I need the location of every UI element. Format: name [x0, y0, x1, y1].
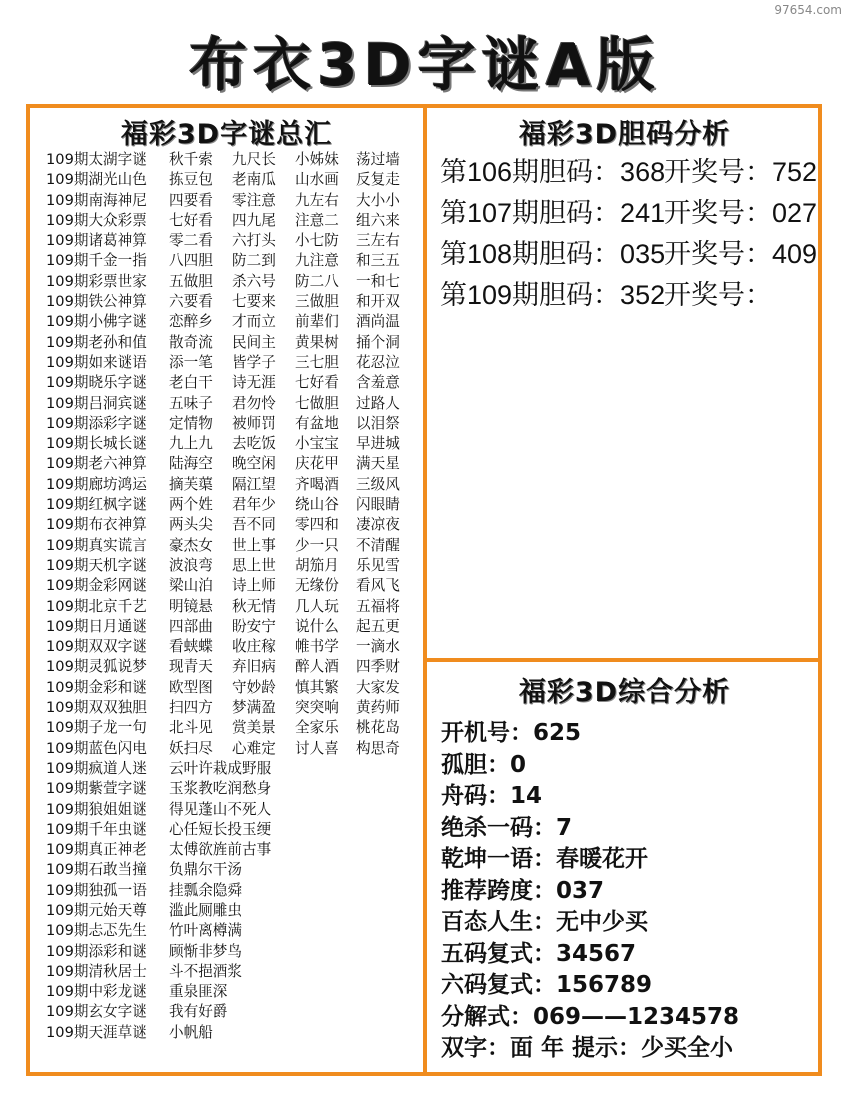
riddle-clue: 山水画: [295, 171, 339, 189]
riddle-clue: 构思奇: [356, 739, 400, 757]
riddle-source: 109期彩票世家: [46, 272, 147, 290]
dan-code: 第109期胆码：352: [440, 280, 666, 310]
riddle-row: [46, 597, 418, 617]
riddle-source: 109期玄女字谜: [46, 1003, 147, 1021]
riddle-source: 109期金彩和谜: [46, 678, 147, 696]
riddle-clue: 玉浆教吃润愁身: [169, 780, 272, 798]
riddle-clue: 凄凉夜: [356, 516, 400, 534]
riddle-source: 109期疯道人迷: [46, 759, 147, 777]
riddle-clue: 妖扫尽: [169, 739, 213, 757]
riddle-row: [46, 414, 418, 434]
riddle-source: 109期狼姐姐谜: [46, 800, 147, 818]
riddle-clue: 豪杰女: [169, 536, 213, 554]
riddle-row: [46, 170, 418, 190]
riddle-clue: 心任短长投玉绠: [169, 820, 272, 838]
riddle-source: 109期湖光山色: [46, 171, 147, 189]
riddle-clue: 反复走: [356, 171, 400, 189]
riddle-clue: 起五更: [356, 617, 400, 635]
riddle-clue: 君年少: [232, 496, 276, 514]
dan-row: [440, 275, 818, 316]
analysis-line: 推荐跨度：037: [441, 877, 605, 904]
riddle-source: 109期大众彩票: [46, 211, 147, 229]
riddle-clue: 老白干: [169, 374, 213, 392]
riddle-source: 109期添彩字谜: [46, 414, 147, 432]
riddle-clue: 六要看: [169, 293, 213, 311]
riddle-row: [46, 191, 418, 211]
riddle-source: 109期天机字谜: [46, 556, 147, 574]
riddle-clue: 和三五: [356, 252, 400, 270]
dan-row: [440, 193, 818, 234]
riddle-source: 109期吕洞宾谜: [46, 394, 147, 412]
riddle-clue: 醉人酒: [295, 658, 339, 676]
riddle-clue: 组六来: [356, 211, 400, 229]
riddle-source: 109期清秋居士: [46, 962, 147, 980]
riddle-clue: 小姊妹: [295, 151, 339, 168]
riddle-row: [46, 515, 418, 535]
riddle-clue: 四要看: [169, 191, 213, 209]
riddle-clue: 赏美景: [232, 719, 276, 737]
riddle-clue: 九尺长: [232, 151, 276, 168]
riddle-row: [46, 1023, 418, 1043]
riddle-source: 109期金彩网谜: [46, 577, 147, 595]
riddle-row: [46, 637, 418, 657]
riddle-summary-title: 福彩3D字谜总汇: [120, 119, 333, 150]
riddle-row: [46, 840, 418, 860]
riddle-clue: 扫四方: [169, 699, 213, 717]
riddle-clue: 重泉匪深: [169, 983, 228, 1001]
riddle-row: [46, 292, 418, 312]
open-number: 409: [772, 239, 818, 269]
riddle-source: 109期石敢当撞: [46, 861, 147, 879]
riddle-row: [46, 739, 418, 759]
riddle-clue: 负鼎尔干汤: [169, 861, 242, 879]
riddle-row: [46, 901, 418, 921]
riddle-row: [46, 556, 418, 576]
riddle-source: 109期双双独胆: [46, 699, 147, 717]
dan-code: 第106期胆码：368: [440, 157, 666, 187]
riddle-clue: 滥此厕雕虫: [169, 901, 242, 919]
analysis-line: 绝杀一码：7: [441, 814, 573, 841]
riddle-clue: 心难定: [232, 739, 276, 757]
riddle-row: [46, 617, 418, 637]
riddle-clue: 九左右: [295, 191, 339, 209]
riddle-clue: 九注意: [295, 252, 339, 270]
riddle-source: 109期蓝色闪电: [46, 739, 147, 757]
analysis-line: 舟码：14: [441, 783, 543, 809]
riddle-source: 109期子龙一句: [46, 719, 147, 737]
riddle-clue: 六打头: [232, 232, 276, 250]
riddle-clue: 三左右: [356, 232, 400, 250]
riddle-row: [46, 333, 418, 353]
riddle-clue: 恋醉乡: [169, 313, 213, 331]
riddle-clue: 看蛱蝶: [169, 638, 213, 656]
riddle-clue: 绕山谷: [295, 496, 339, 514]
riddle-clue: 得见蓬山不死人: [169, 800, 272, 818]
riddle-row: [46, 394, 418, 414]
riddle-clue: 一和七: [356, 272, 400, 290]
riddle-clue: 几人玩: [295, 597, 339, 615]
analysis-line: 分解式：069——1234578: [441, 1003, 740, 1030]
riddle-clue: 盼安宁: [232, 617, 276, 635]
riddle-clue: 酒尚温: [356, 313, 400, 331]
riddle-clue: 挂瓢余隐舜: [169, 881, 242, 899]
riddle-clue: 杀六号: [232, 272, 276, 290]
riddle-clue: 八四胆: [169, 252, 213, 270]
riddle-source: 109期诸葛神算: [46, 232, 147, 250]
riddle-source: 109期灵狐说梦: [46, 658, 147, 676]
riddle-clue: 注意二: [295, 211, 339, 229]
riddle-clue: 现青天: [169, 658, 213, 676]
riddle-source: 109期日月通谜: [46, 617, 147, 635]
riddle-source: 109期铁公神算: [46, 293, 147, 311]
riddle-row: [46, 1002, 418, 1022]
riddle-source: 109期太湖字谜: [46, 151, 147, 168]
riddle-clue: 四季财: [356, 658, 400, 676]
riddle-clue: 七好看: [295, 374, 339, 392]
riddle-clue: 零二看: [169, 232, 213, 250]
riddle-clue: 被师罚: [232, 414, 276, 432]
riddle-source: 109期独孤一语: [46, 881, 147, 899]
riddle-row: [46, 657, 418, 677]
riddle-clue: 皆学子: [232, 353, 276, 371]
open-label: 开奖号：: [664, 157, 772, 187]
horizontal-divider: [423, 658, 822, 662]
riddle-clue: 七好看: [169, 211, 213, 229]
riddle-row: [46, 231, 418, 251]
riddle-clue: 君勿怜: [232, 394, 276, 412]
riddle-clue: 黄药师: [356, 699, 400, 717]
riddle-clue: 不清醒: [356, 536, 400, 554]
riddle-source: 109期元始天尊: [46, 901, 147, 919]
riddle-clue: 五做胆: [169, 272, 213, 290]
riddle-clue: 含羞意: [356, 374, 400, 392]
riddle-row: [46, 820, 418, 840]
riddle-clue: 黄果树: [295, 333, 339, 351]
riddle-source: 109期忐忑先生: [46, 922, 147, 940]
riddle-clue: 晚空闲: [232, 455, 276, 473]
analysis-line: 六码复式：156789: [441, 972, 653, 998]
riddle-clue: 民间主: [232, 333, 276, 351]
riddle-clue: 看风飞: [356, 577, 400, 595]
riddle-clue: 四九尾: [232, 211, 276, 229]
riddle-clue: 吾不同: [232, 516, 276, 534]
riddle-source: 109期双双字谜: [46, 638, 147, 656]
riddle-clue: 花忍泣: [356, 353, 400, 371]
riddle-clue: 防二到: [232, 252, 276, 270]
riddle-clue: 波浪弯: [169, 556, 213, 574]
riddle-clue: 拣豆包: [169, 171, 213, 189]
riddle-clue: 明镜悬: [169, 597, 213, 615]
open-label: 开奖号：: [664, 280, 772, 310]
riddle-clue: 前辈们: [295, 313, 339, 331]
dan-code: 第107期胆码：241: [440, 198, 666, 228]
riddle-clue: 定情物: [169, 414, 213, 432]
open-label: 开奖号：: [664, 239, 772, 269]
riddle-clue: 诗上师: [232, 577, 276, 595]
riddle-row: [46, 454, 418, 474]
riddle-source: 109期晓乐字谜: [46, 374, 147, 392]
riddle-clue: 两头尖: [169, 516, 213, 534]
overall-analysis-title: 福彩3D综合分析: [518, 677, 731, 708]
riddle-clue: 过路人: [356, 394, 400, 412]
riddle-row: [46, 800, 418, 820]
dan-analysis-title: 福彩3D胆码分析: [518, 119, 731, 150]
riddle-row: [46, 373, 418, 393]
riddle-row: [46, 251, 418, 271]
riddle-clue: 九上九: [169, 435, 213, 453]
riddle-row: [46, 982, 418, 1002]
riddle-row: [46, 881, 418, 901]
riddle-row: [46, 942, 418, 962]
riddle-source: 109期真实谎言: [46, 536, 147, 554]
riddle-clue: 大家发: [356, 678, 400, 696]
riddle-clue: 闪眼睛: [356, 496, 400, 514]
riddle-clue: 七要来: [232, 293, 276, 311]
riddle-row: [46, 678, 418, 698]
open-number: 752: [772, 157, 818, 187]
riddle-clue: 小宝宝: [295, 435, 339, 453]
riddle-clue: 荡过墙: [356, 151, 400, 168]
riddle-row: [46, 698, 418, 718]
riddle-row: [46, 779, 418, 799]
riddle-clue: 欧型图: [169, 678, 213, 696]
riddle-clue: 三做胆: [295, 293, 339, 311]
riddle-source: 109期真正神老: [46, 841, 147, 859]
riddle-source: 109期添彩和谜: [46, 942, 147, 960]
riddle-clue: 秋无情: [232, 597, 276, 615]
dan-code: 第108期胆码：035: [440, 239, 666, 269]
dan-list: [440, 152, 818, 316]
vertical-divider: [423, 104, 427, 1076]
riddle-clue: 以泪祭: [356, 414, 400, 432]
riddle-clue: 北斗见: [169, 719, 213, 737]
riddle-source: 109期廊坊鸿运: [46, 475, 147, 493]
riddle-clue: 五味子: [169, 394, 213, 412]
riddle-clue: 说什么: [295, 617, 339, 635]
riddle-clue: 三七胆: [295, 353, 339, 371]
riddle-clue: 胡笳月: [295, 556, 339, 574]
riddle-clue: 七做胆: [295, 394, 339, 412]
riddle-clue: 无缘份: [295, 577, 339, 595]
analysis-line: 开机号：625: [441, 720, 582, 746]
riddle-clue: 才而立: [232, 313, 276, 331]
riddle-clue: 秋千索: [169, 151, 213, 168]
riddle-row: [46, 150, 418, 170]
riddle-clue: 陆海空: [169, 455, 213, 473]
riddle-source: 109期布衣神算: [46, 516, 147, 534]
riddle-source: 109期老六神算: [46, 455, 147, 473]
riddle-clue: 梦满盈: [232, 699, 276, 717]
riddle-clue: 零注意: [232, 191, 276, 209]
riddle-clue: 云叶许栽成野服: [169, 759, 272, 777]
riddle-clue: 大小小: [356, 191, 400, 209]
riddle-row: [46, 211, 418, 231]
riddle-clue: 收庄稼: [232, 638, 276, 656]
riddle-clue: 守妙龄: [232, 678, 276, 696]
riddle-row: [46, 475, 418, 495]
riddle-source: 109期如来谜语: [46, 353, 147, 371]
riddle-row: [46, 921, 418, 941]
riddle-clue: 我有好爵: [169, 1003, 228, 1021]
riddle-source: 109期南海神尼: [46, 191, 147, 209]
riddle-clue: 竹叶离樽满: [169, 922, 242, 940]
riddle-source: 109期长城长谜: [46, 435, 147, 453]
riddle-list: [46, 150, 418, 1043]
riddle-clue: 防二八: [295, 272, 339, 290]
analysis-line: 百态人生：无中少买: [441, 909, 648, 935]
riddle-clue: 小七防: [295, 232, 339, 250]
riddle-clue: 和开双: [356, 293, 400, 311]
riddle-clue: 讨人喜: [295, 739, 339, 757]
riddle-clue: 庆花甲: [295, 455, 339, 473]
riddle-clue: 小帆船: [169, 1023, 213, 1041]
riddle-source: 109期红枫字谜: [46, 496, 147, 514]
open-label: 开奖号：: [664, 198, 772, 228]
riddle-clue: 太傅欲旌前古事: [169, 841, 272, 859]
riddle-source: 109期千金一指: [46, 252, 147, 270]
riddle-clue: 斗不挹酒浆: [169, 962, 242, 980]
dan-row: [440, 152, 818, 193]
riddle-source: 109期天涯草谜: [46, 1023, 147, 1041]
riddle-clue: 弃旧病: [232, 658, 276, 676]
riddle-clue: 齐喝酒: [295, 475, 339, 493]
riddle-clue: 桃花岛: [356, 719, 400, 737]
riddle-clue: 世上事: [232, 536, 276, 554]
analysis-line: 孤胆：0: [441, 751, 527, 778]
riddle-clue: 散奇流: [169, 333, 213, 351]
riddle-source: 109期北京千艺: [46, 597, 147, 615]
riddle-row: [46, 962, 418, 982]
riddle-row: [46, 353, 418, 373]
riddle-clue: 添一笔: [169, 353, 213, 371]
riddle-clue: 慎其繁: [295, 678, 339, 696]
riddle-clue: 四部曲: [169, 617, 213, 635]
riddle-clue: 诗无涯: [232, 374, 276, 392]
riddle-row: [46, 718, 418, 738]
riddle-clue: 一滴水: [356, 638, 400, 656]
riddle-row: [46, 860, 418, 880]
overall-analysis-list: [441, 718, 819, 1065]
analysis-line: 乾坤一语：春暖花开: [441, 846, 648, 872]
riddle-row: [46, 536, 418, 556]
riddle-clue: 隔江望: [232, 475, 276, 493]
riddle-clue: 突突响: [295, 699, 339, 717]
riddle-row: [46, 272, 418, 292]
riddle-clue: 全家乐: [295, 719, 339, 737]
riddle-source: 109期紫萱字谜: [46, 780, 147, 798]
riddle-source: 109期千年虫谜: [46, 820, 147, 838]
riddle-source: 109期小佛字谜: [46, 313, 147, 331]
riddle-clue: 思上世: [232, 556, 276, 574]
riddle-clue: 帷书学: [295, 638, 339, 656]
riddle-clue: 五福将: [356, 597, 400, 615]
riddle-clue: 老南瓜: [232, 171, 276, 189]
riddle-row: [46, 495, 418, 515]
riddle-clue: 少一只: [295, 536, 339, 554]
riddle-source: 109期中彩龙谜: [46, 983, 147, 1001]
page-title: 布衣3D字谜A版: [189, 31, 661, 99]
riddle-clue: 去吃饭: [232, 435, 276, 453]
riddle-row: [46, 312, 418, 332]
riddle-clue: 顾惭非梦鸟: [169, 942, 242, 960]
riddle-source: 109期老孙和值: [46, 333, 147, 351]
riddle-clue: 梁山泊: [169, 577, 213, 595]
riddle-clue: 乐见雪: [356, 556, 400, 574]
riddle-row: [46, 434, 418, 454]
riddle-clue: 两个姓: [169, 496, 213, 514]
analysis-line: 双字：面 年 提示：少买全小: [441, 1035, 734, 1061]
riddle-clue: 有盆地: [295, 414, 339, 432]
analysis-line: 五码复式：34567: [441, 940, 637, 967]
riddle-clue: 摘芙蕖: [169, 475, 213, 493]
riddle-clue: 早进城: [356, 435, 400, 453]
riddle-clue: 捅个洞: [356, 333, 400, 351]
site-watermark: 97654.com: [774, 3, 842, 17]
riddle-clue: 三级风: [356, 475, 400, 493]
riddle-row: [46, 759, 418, 779]
riddle-clue: 零四和: [295, 516, 339, 534]
open-number: 027: [772, 198, 818, 228]
riddle-clue: 满天星: [356, 455, 400, 473]
dan-row: [440, 234, 818, 275]
riddle-row: [46, 576, 418, 596]
